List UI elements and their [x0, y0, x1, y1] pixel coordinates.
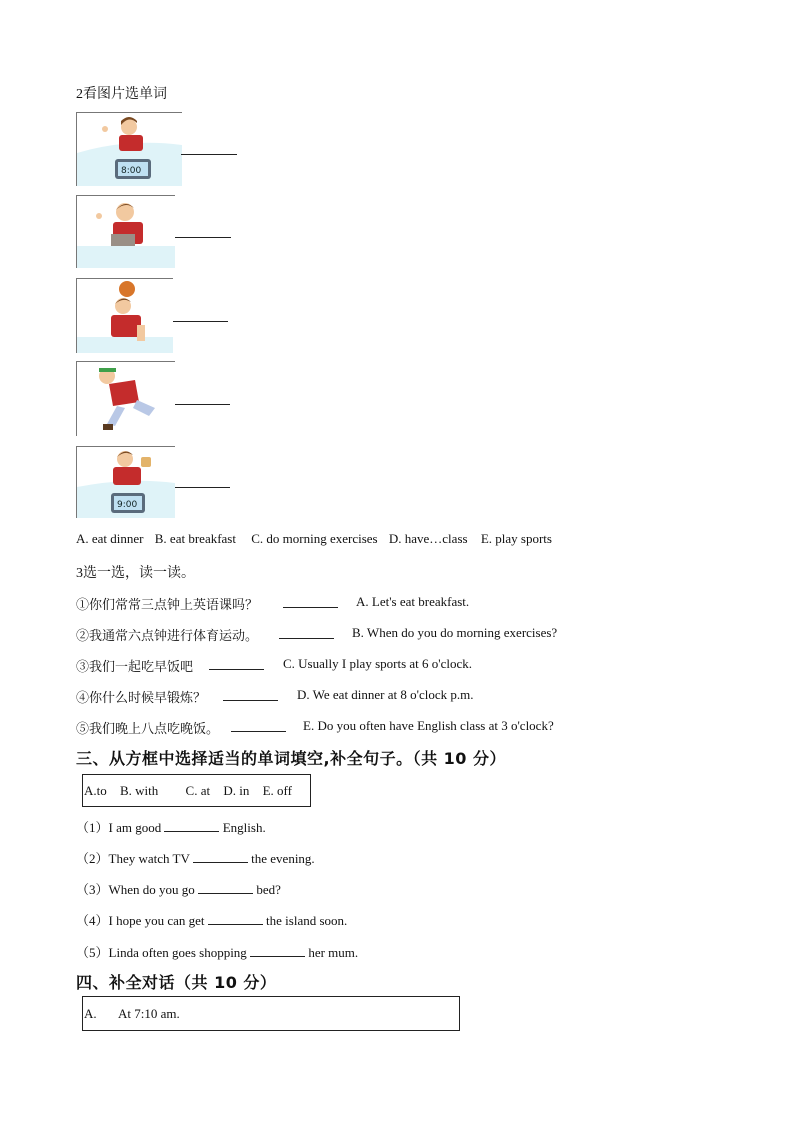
item-number: （3）	[76, 882, 109, 897]
fill-item-2	[76, 848, 315, 867]
item-number: （2）	[76, 851, 109, 866]
boy-reading-book-icon	[77, 196, 175, 268]
match-row-en: E. Do you often have English class at 3 o'clock?	[303, 718, 554, 733]
fill-blank[interactable]	[198, 883, 253, 894]
item-text-after: English.	[222, 820, 266, 835]
match-blank-2[interactable]	[279, 638, 334, 639]
item-text-before: Linda often goes shopping	[108, 945, 247, 960]
dialogue-option-text: At 7:10 am.	[118, 1006, 180, 1021]
picture-basketball	[76, 278, 173, 353]
match-row-4	[76, 687, 206, 706]
match-blank-1[interactable]	[283, 607, 338, 608]
part3-heading: 三、从方框中选择适当的单词填空,补全句子。（共 10 分）	[76, 749, 506, 768]
fill-item-1	[76, 817, 266, 836]
part4-heading: 四、补全对话（共 10 分）	[76, 973, 277, 992]
word-option-e: E. off	[262, 783, 292, 798]
item-text-before: When do you go	[108, 882, 195, 897]
match-row-5	[76, 718, 219, 737]
options-line	[76, 531, 552, 547]
item-text-before: I am good	[108, 820, 162, 835]
picture-wake-up	[76, 112, 182, 186]
match-row-1	[76, 594, 258, 613]
svg-text:8:00: 8:00	[121, 166, 142, 176]
item-number: （5）	[76, 945, 109, 960]
match-row-en: B. When do you do morning exercises?	[352, 625, 558, 640]
word-option-b: B. with	[120, 783, 159, 798]
fill-item-5	[76, 942, 358, 961]
picture-reading	[76, 195, 175, 268]
item-text-before: They watch TV	[108, 851, 190, 866]
word-option-a: A.to	[84, 783, 107, 798]
answer-blank-4[interactable]	[175, 404, 230, 405]
answer-blank-5[interactable]	[175, 487, 230, 488]
svg-text:9:00: 9:00	[117, 500, 138, 510]
match-row-2	[76, 625, 258, 644]
word-option-d: D. in	[223, 783, 250, 798]
match-row-cn: ④你什么时候早锻炼？	[76, 690, 207, 705]
item-text-after: the evening.	[251, 851, 315, 866]
item-text-after: the island soon.	[266, 913, 348, 928]
answer-blank-2[interactable]	[175, 237, 231, 238]
fill-blank[interactable]	[164, 821, 219, 832]
word-box	[82, 774, 311, 807]
fill-item-3	[76, 879, 281, 898]
dialogue-option-label: A.	[84, 1006, 97, 1021]
match-row-cn: ②我通常六点钟进行体育运动。	[76, 628, 259, 643]
fill-blank[interactable]	[193, 852, 248, 863]
match-blank-4[interactable]	[223, 700, 278, 701]
answer-blank-3[interactable]	[173, 321, 228, 322]
picture-running	[76, 361, 175, 436]
match-row-3	[76, 656, 193, 675]
item-text-before: I hope you can get	[108, 913, 205, 928]
match-blank-5[interactable]	[231, 731, 286, 732]
section2-title: 2看图片选单词	[76, 87, 167, 102]
boy-waking-up-alarm-clock-icon	[77, 113, 182, 186]
match-row-cn: ⑤我们晚上八点吃晚饭。	[76, 721, 220, 736]
match-row-en: A. Let's eat breakfast.	[356, 594, 470, 609]
item-text-after: her mum.	[308, 945, 359, 960]
match-row-en: D. We eat dinner at 8 o'clock p.m.	[297, 687, 474, 702]
option-e: E. play sports	[480, 531, 552, 546]
option-b: B. eat breakfast	[154, 531, 236, 546]
picture-eating	[76, 446, 175, 518]
boy-eating-alarm-clock-icon	[77, 447, 175, 518]
boy-running-exercise-icon	[77, 362, 175, 436]
match-row-cn: ①你们常常三点钟上英语课吗？	[76, 597, 259, 612]
option-c: C. do morning exercises	[251, 531, 378, 546]
item-number: （4）	[76, 913, 109, 928]
word-option-c: C. at	[185, 783, 211, 798]
item-number: （1）	[76, 820, 109, 835]
match-row-en: C. Usually I play sports at 6 o'clock.	[283, 656, 473, 671]
answer-blank-1[interactable]	[181, 154, 237, 155]
boy-playing-basketball-icon	[77, 279, 173, 353]
fill-blank[interactable]	[250, 946, 305, 957]
fill-item-4	[76, 910, 347, 929]
dialogue-box	[82, 996, 460, 1031]
option-d: D. have…class	[388, 531, 468, 546]
match-blank-3[interactable]	[209, 669, 264, 670]
match-row-cn: ③我们一起吃早饭吧	[76, 659, 194, 674]
section3-title: 3选一选，读一读。	[76, 566, 195, 581]
fill-blank[interactable]	[208, 914, 263, 925]
option-a: A. eat dinner	[76, 531, 144, 546]
item-text-after: bed?	[256, 882, 281, 897]
